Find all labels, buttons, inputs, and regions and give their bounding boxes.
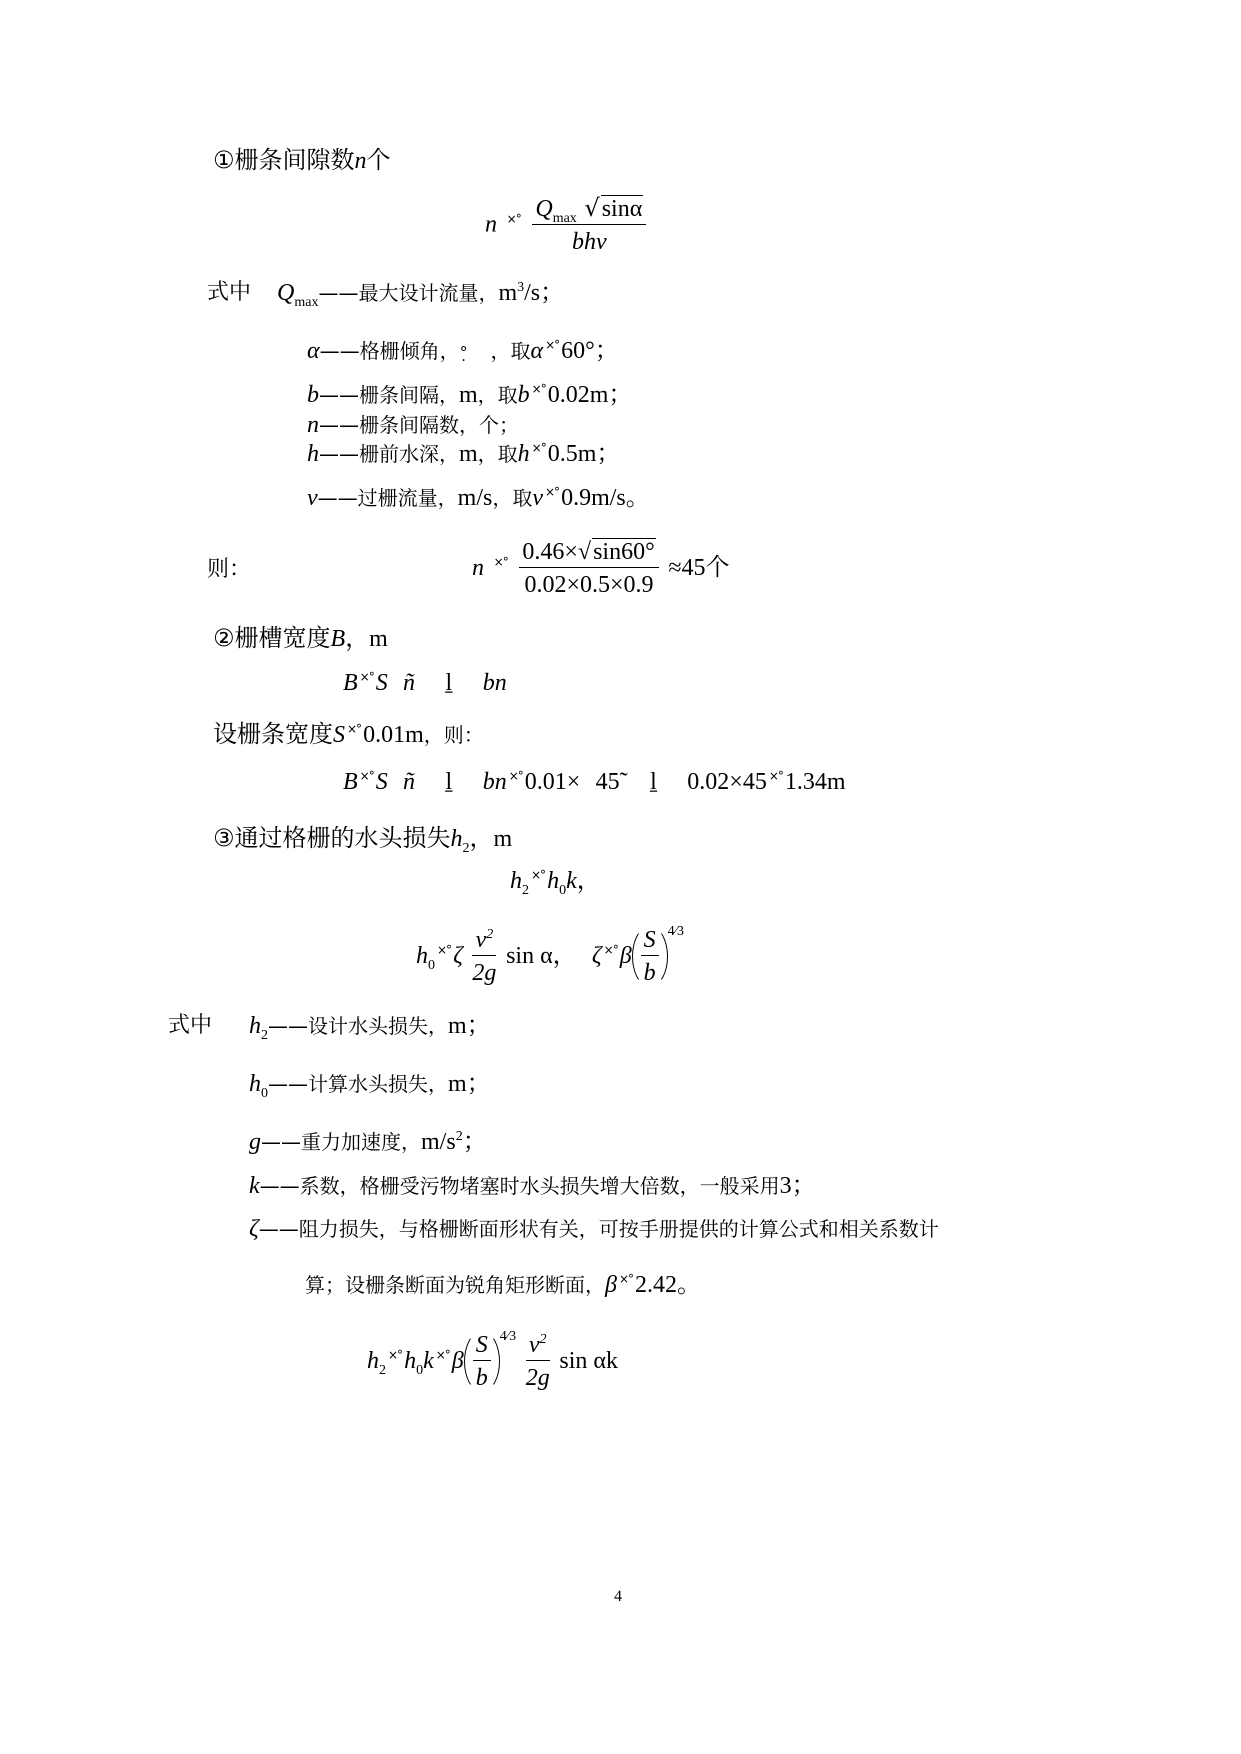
def-qmax: $Q_{max}——$最大设计流量，$m^3/s$； [277, 280, 565, 310]
def-alpha: α——格栅倾角，°̣ ，取α ×°60°； [307, 338, 619, 364]
where-label-2: 式中 [168, 1013, 213, 1038]
equation-n: n ×° $\frac{Q_{max} √\sin\alpha}{\text{bhv}}$ [485, 196, 648, 254]
then-label: 则： [207, 557, 252, 582]
def-b: b——栅条间隔，m，取b ×°0.02m； [307, 382, 633, 408]
section-3-heading: ③通过格栅的水头损失$h_2$，m [213, 824, 513, 856]
def-g: g——重力加速度，$m/s^2$； [249, 1129, 487, 1155]
fraction: $\frac{0.46\times√\sin 60^\circ}{0.02\times 0.5\times 0.9}$ [519, 540, 658, 597]
def-zeta: ζ——阻力损失，与格栅断面形状有关，可按手册提供的计算公式和相关系数计 [249, 1216, 939, 1242]
set-S-width: 设栅条宽度S ×°0.01m，则： [213, 720, 484, 748]
fraction: $\frac{v^2}{2g}$ [472, 927, 497, 986]
where-label-1: 式中 [207, 280, 252, 305]
equation-h0-zeta: $h_0\times^\circ\zeta$ $\frac{v^2}{2g}$ sin α， ζ ×°β $\frac{S}{b}$ $^{4⁄3}$ [416, 924, 684, 986]
equation-B: B ×°S ñ ḻ bn [343, 670, 507, 696]
def-v: v——过栅流量，m/s，取v ×°0.9m/s。 [307, 485, 650, 511]
def-h2: $h_2——$设计水头损失，m； [249, 1013, 491, 1043]
def-h: h——栅前水深，m，取h ×°0.5m； [307, 441, 621, 467]
equation-h2-final: $h_2\times^\circ h_0k \times^\circ\beta$ $\frac{S}{b}$ $^{4⁄3}$ $\frac{v^2}{2g}$ sin αk [367, 1329, 618, 1391]
page-number: 4 [614, 1588, 622, 1605]
fraction: $\frac{v^2}{2g}$ [525, 1332, 550, 1391]
parenthesis: $\frac{S}{b}$ [632, 927, 668, 986]
fraction: $\frac{Q_{max} √\sin\alpha}{\text{bhv}}$ [532, 196, 646, 254]
parenthesis: $\frac{S}{b}$ [464, 1332, 500, 1391]
section-2-heading: ②栅槽宽度B，m [213, 624, 388, 652]
equation-h2: $h_2\times^\circ h_0k$， [510, 868, 601, 898]
equation-B-result: B ×°S ñ ḻ bn ×°0.01× 45̃ ḻ 0.02×45 ×°1.34m [343, 769, 846, 795]
def-zeta-continued: 算；设栅条断面为锐角矩形断面，β ×°2.42。 [305, 1272, 702, 1298]
section-1-heading: ①栅条间隙数n个 [213, 146, 391, 174]
def-h0: $h_0——$计算水头损失，m； [249, 1071, 491, 1101]
def-n: n——栅条间隔数，个； [307, 412, 519, 438]
equation-n-result: n ×° $\frac{0.46\times√\sin 60^\circ}{0.02\times 0.5\times 0.9}$ ≈45个 [472, 539, 730, 598]
def-k: k——系数，格栅受污物堵塞时水头损失增大倍数，一般采用3； [249, 1173, 816, 1199]
